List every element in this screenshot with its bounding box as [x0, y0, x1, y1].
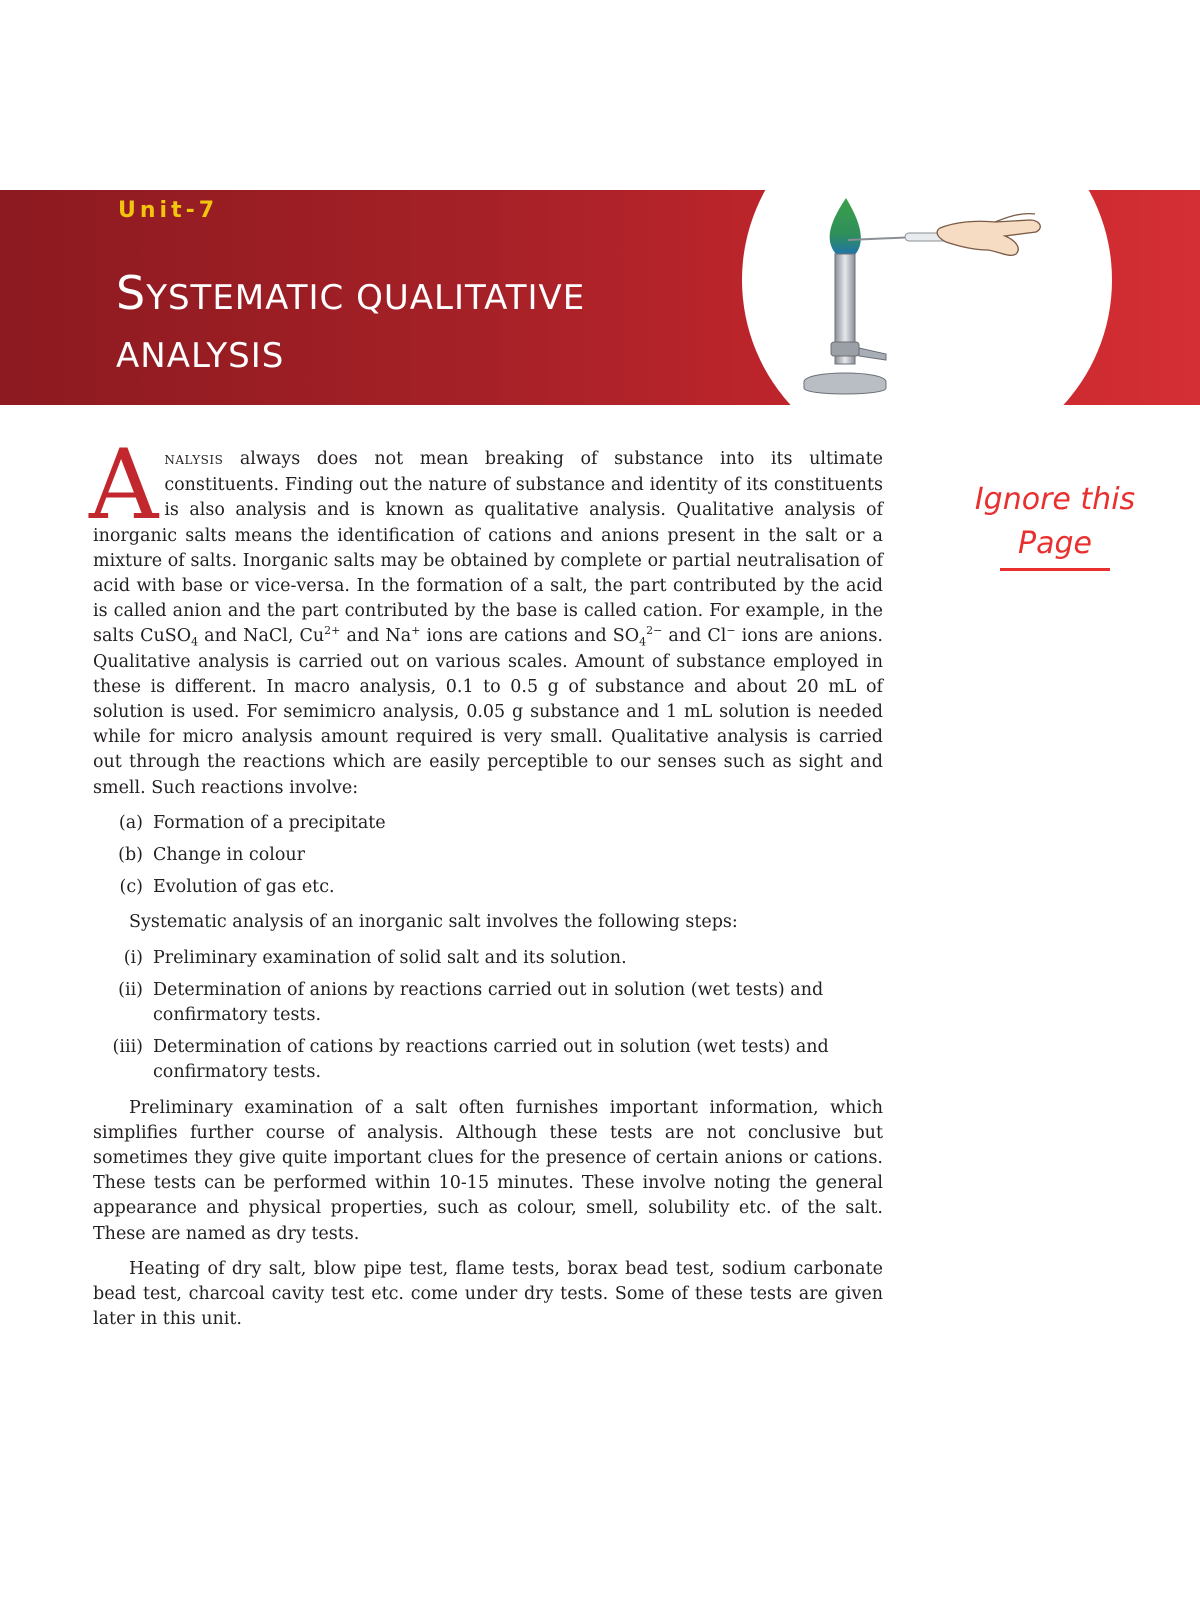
dry-tests-paragraph: Heating of dry salt, blow pipe test, flame tests, borax bead test, sodium carbonate bead test, charcoal cavity test etc. come under dry tests. Some of these tests are given later in this unit. [93, 1258, 883, 1330]
preliminary-paragraph: Preliminary examination of a salt often furnishes important information, which simplifies further course of analysis. Although these tests are not conclusive but sometimes they give quite important clues for the presence of certain anions or cations. These tests can be performed within 10-15 minutes. These involve noting the general appearance and physical properties, such as colour, smell, solubility etc. of the salt. These are named as dry tests. [93, 1097, 883, 1244]
body-text [89, 429, 883, 1333]
list-item: (c) Evolution of gas etc. [119, 877, 335, 898]
annotation-line-2: Page [1000, 522, 1110, 571]
list-item: (ii) Determination of anions by reactions carried out in solution (wet tests) and confirmatory tests. [118, 979, 824, 1026]
intro-paragraph: ANALYSIS always does not mean breaking of substance into its ultimate constituents. Finding out the nature of substance and identity of its constituents is also analysis and is known as qualitative analysis. Qualitative analysis of inorganic salts means the identification of cations and anions present in the salt or a mixture of salts. Inorganic salts may be obtained by complete or partial neutralisation of acid with base or vice-versa. In the formation of a salt, the part contributed by the acid is called anion and the part contributed by the base is called cation. For example, in the salts CuSO$_4$ and NaCl, $Cu^{2+}$ and Na+ ions are cations and $SO_4^{2-}$ and Cl− ions are anions. Qualitative analysis is carried out on various scales. Amount of substance employed in these is different. In macro analysis, 0.1 to 0.5 g of substance and about 20 mL of solution is used. For semimicro analysis, 0.05 g substance and 1 mL solution is needed while for micro analysis amount required is very small. Qualitative analysis is carried out through the reactions which are easily perceptible to our senses such as sight and smell. Such reactions involve: [89, 429, 883, 798]
bunsen-burner-illustration [790, 192, 1090, 404]
steps-intro: Systematic analysis of an inorganic salt involves the following steps: [129, 912, 738, 933]
reactions-list [93, 811, 883, 901]
handwritten-annotation [955, 478, 1155, 571]
drop-cap: A [89, 429, 159, 541]
steps-list [93, 946, 883, 1086]
annotation-line-1: Ignore this [974, 482, 1136, 517]
list-item: (i) Preliminary examination of solid salt and its solution. [123, 947, 627, 968]
flame-icon [830, 198, 861, 258]
chapter-title: SYSTEMATIC QUALITATIVE ANALYSIS [116, 266, 586, 376]
hand-icon [937, 220, 1040, 255]
list-item: (b) Change in colour [118, 845, 306, 866]
list-item: (iii) Determination of cations by reactions carried out in solution (wet tests) and confirmatory tests. [112, 1037, 829, 1083]
list-item: (a) Formation of a precipitate [118, 812, 386, 833]
unit-label: Unit-7 [118, 198, 219, 223]
burner-base [804, 373, 886, 394]
